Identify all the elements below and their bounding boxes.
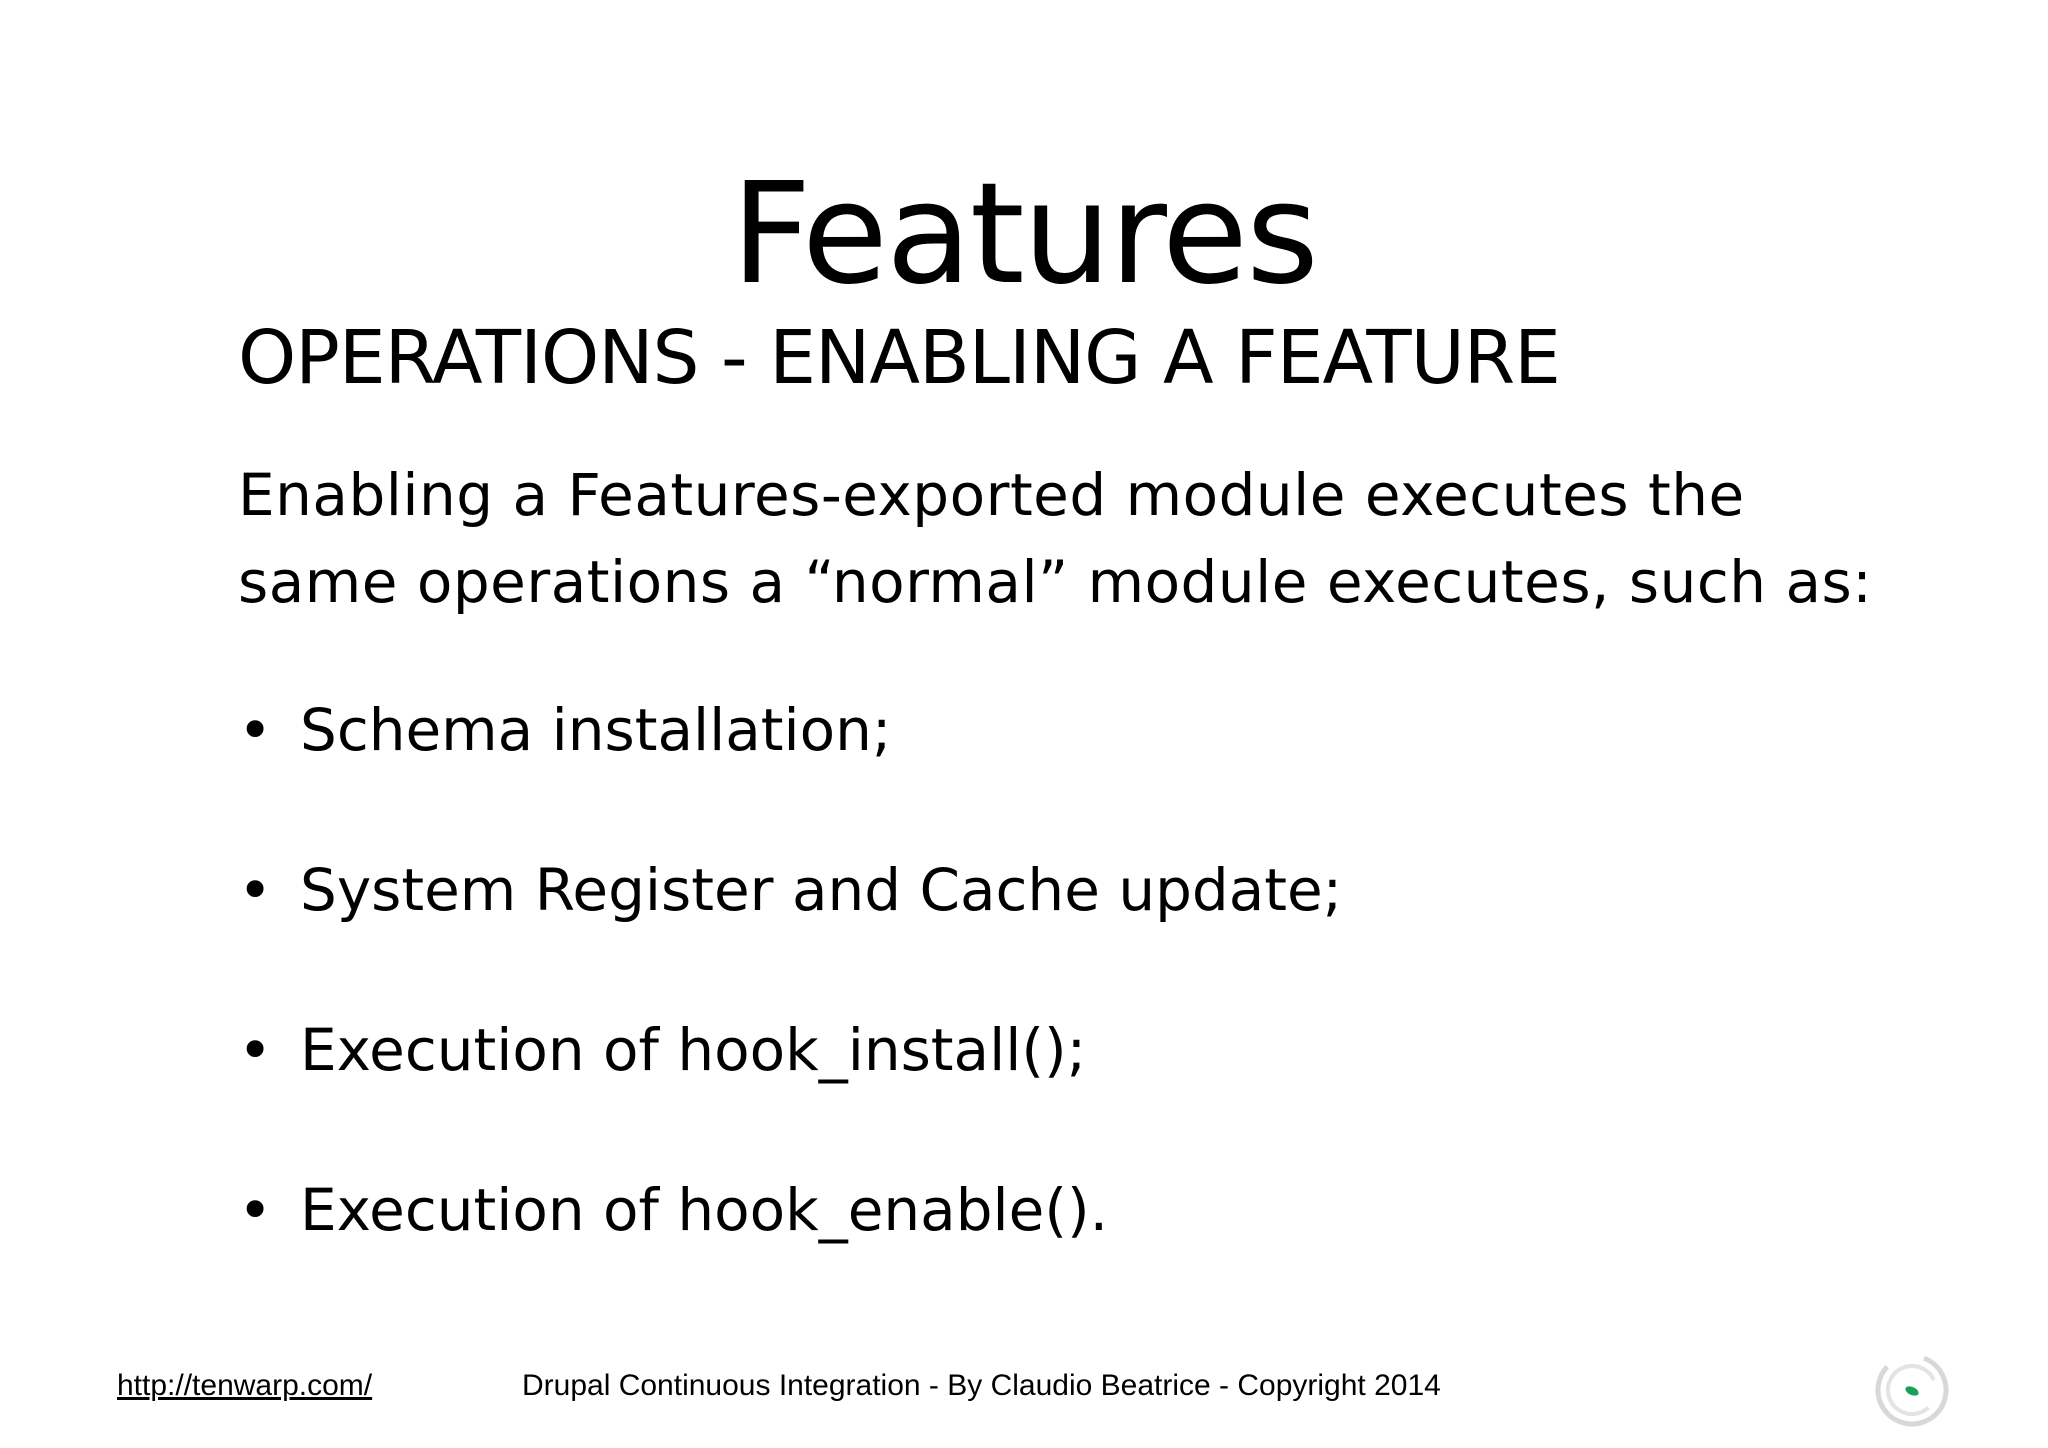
list-item — [238, 855, 1342, 1015]
list-item — [238, 695, 1342, 855]
bullet-icon: • — [238, 1176, 273, 1244]
slide-subtitle: OPERATIONS - ENABLING A FEATURE — [238, 315, 1560, 401]
bullet-text: Schema installation; — [300, 696, 892, 764]
bullet-text: System Register and Cache update; — [300, 856, 1343, 924]
bullet-icon: • — [238, 1016, 273, 1084]
list-item — [238, 1175, 1342, 1335]
tenwarp-logo-icon — [1872, 1350, 1952, 1430]
bullet-icon: • — [238, 696, 273, 764]
bullet-list — [238, 695, 1342, 1335]
bullet-text: Execution of hook_install(); — [300, 1016, 1087, 1084]
footer-link[interactable]: http://tenwarp.com/ — [117, 1369, 373, 1402]
bullet-text: Execution of hook_enable(). — [300, 1176, 1109, 1244]
list-item — [238, 1015, 1342, 1175]
footer-credit: Drupal Continuous Integration - By Claudio Beatrice - Copyright 2014 — [522, 1369, 1441, 1402]
slide-title: Features — [731, 153, 1317, 316]
bullet-icon: • — [238, 856, 273, 924]
intro-paragraph: Enabling a Features-exported module executes the same operations a “normal” module executes, such as: — [238, 461, 1873, 616]
